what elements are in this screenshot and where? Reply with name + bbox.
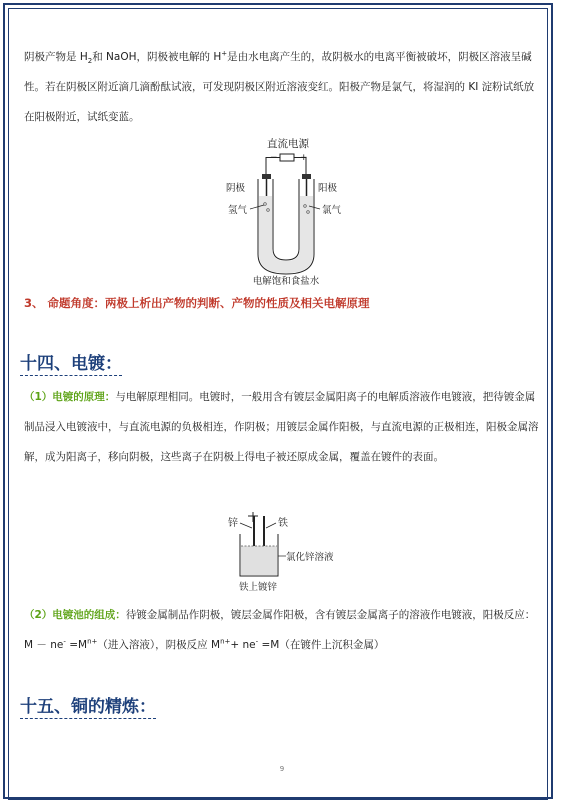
heading-3: 3、 命题角度：两极上析出产物的判断、产物的性质及相关电解原理 [24, 296, 370, 310]
solution-label: 氯化锌溶液 [286, 552, 334, 563]
label-composition: （2）电镀池的组成： [24, 609, 126, 621]
page-number: 9 [279, 765, 285, 773]
hydrogen-label: 氢气 [228, 205, 248, 216]
paragraph-plating-cell: （2）电镀池的组成：待镀金属制品作阴极，镀层金属作阳极，含有镀层金属离子的溶液作电镀液，阳极反应：$M - ne^- =M^{n+}$（进入溶液），阴极反应 $M^{n+}+ ne^- =M$（在镀件上沉积金属） [24, 609, 536, 651]
u-tube-inner [273, 179, 299, 260]
paragraph-electroplating-principle: （1）电镀的原理：与电解原理相同。电镀时，一般用含有镀层金属阳离子的电解质溶液作电镀液，把待镀金属制品浸入电镀液中，与直流电源的负极相连，作阴极；用镀层金属作阳极，与直流电源的正极相连，阳极金属溶解，成为阳离子，移向阴极，这些离子在阴极上得电子被还原成金属，覆盖在镀件的表面。 [24, 391, 539, 463]
zinc-label: 锌 [228, 518, 238, 529]
cathode-label: 阴极 [226, 183, 246, 194]
plating-caption: 铁上镀锌 [238, 582, 278, 593]
power-box [280, 154, 294, 161]
plus-sign: + [300, 153, 308, 163]
electrolysis-caption: 电解饱和食盐水 [252, 276, 320, 286]
electrolysis-figure [218, 134, 358, 286]
electroplating-figure [222, 512, 352, 594]
stopper-left [262, 174, 271, 179]
power-source-label: 直流电源 [267, 138, 309, 150]
minus-sign: − [270, 153, 278, 163]
stopper-right [302, 174, 311, 179]
label-principle: （1）电镀的原理： [24, 391, 116, 403]
chlorine-label: 氯气 [322, 205, 342, 216]
zinc-chloride-solution [241, 546, 277, 575]
section-14-title: 十四、电镀： [20, 354, 122, 374]
section-15-title: 十五、铜的精炼： [20, 697, 156, 717]
iron-label: 铁 [278, 518, 288, 529]
paragraph-cathode-products: 阴极产物是 $H_2$和 NaOH，阴极被电解的 H+是由水电离产生的，故阴极水的电离平衡被破坏，阴极区溶液呈碱性。若在阴极区附近滴几滴酚酞试液，可发现阴极区附近溶液变红。阳极产物是氯气，将湿润的 KI 淀粉试纸放在阳极附近，试纸变蓝。 [24, 49, 535, 123]
anode-label: 阳极 [318, 183, 338, 194]
